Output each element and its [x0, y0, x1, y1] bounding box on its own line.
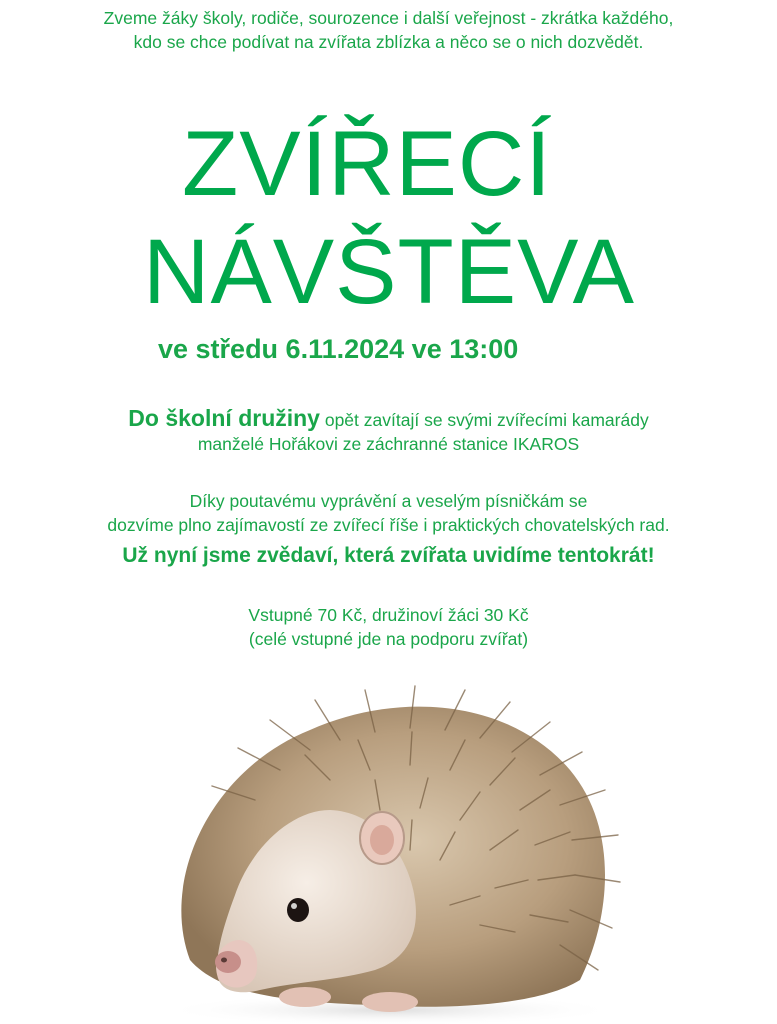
hedgehog-back-foot	[362, 992, 418, 1012]
intro-line-2: kdo se chce podívat na zvířata zblízka a něco se o nich dozvědět.	[133, 32, 644, 52]
hedgehog-front-foot	[279, 987, 331, 1007]
paragraph-1	[0, 406, 777, 456]
paragraph-2-line-2: dozvíme plno zajímavostí ze zvířecí říše i praktických chovatelských rad.	[107, 515, 670, 535]
event-date: ve středu 6.11.2024 ve 13:00	[158, 334, 519, 364]
fees	[0, 603, 777, 651]
paragraph-1-line-1	[0, 406, 777, 432]
paragraph-2	[0, 489, 777, 571]
fees-line-1: Vstupné 70 Kč, družinoví žáci 30 Kč	[248, 605, 529, 625]
fees-line-2: (celé vstupné jde na podporu zvířat)	[248, 629, 529, 649]
hedgehog-nose	[215, 951, 241, 973]
paragraph-2-highlight: Už nyní jsme zvědaví, která zvířata uvidíme tentokrát!	[122, 544, 655, 567]
paragraph-1-rest: opět zavítají se svými zvířecími kamarády	[319, 410, 649, 430]
title-line-2: NÁVŠTĚVA	[143, 221, 635, 323]
hedgehog-illustration	[120, 660, 640, 1024]
paragraph-2-line-1: Díky poutavému vyprávění a veselým písničkám se	[189, 491, 588, 511]
paragraph-1-line-2: manželé Hořákovi ze záchranné stanice IKAROS	[197, 434, 580, 454]
intro-text	[0, 6, 777, 54]
intro-line-1: Zveme žáky školy, rodiče, sourozence i další veřejnost - zkrátka každého,	[103, 8, 674, 28]
title-line-1: ZVÍŘECÍ	[182, 113, 552, 215]
hedgehog-eye	[287, 898, 309, 922]
paragraph-1-lead: Do školní družiny	[128, 405, 320, 431]
